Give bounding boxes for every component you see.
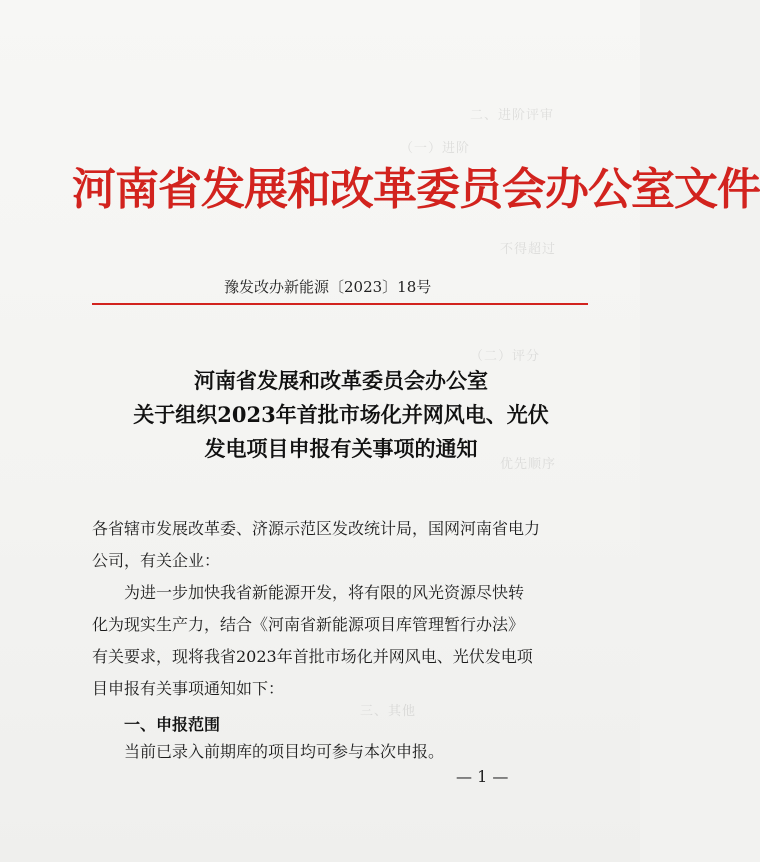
bleed-through-text: （一）进阶 [400, 141, 471, 156]
notice-title-line: 发电项目申报有关事项的通知 [204, 436, 478, 461]
issuer-header-title: 河南省发展和改革委员会办公室文件 [72, 164, 760, 215]
section-heading: 一、申报范围 [124, 715, 221, 734]
addressee-line: 各省辖市发展改革委、济源示范区发改统计局，国网河南省电力 [92, 519, 541, 538]
notice-title-line: 关于组织2023年首批市场化并网风电、光伏 [133, 402, 549, 427]
bleed-through-text: 二、进阶评审 [470, 108, 555, 123]
page-number: — 1 — [456, 767, 509, 786]
section-paragraph-line: 当前已录入前期库的项目均可参与本次申报。 [124, 742, 445, 761]
bleed-through-text: 不得超过 [500, 242, 557, 257]
red-separator-line [92, 303, 588, 305]
body-paragraph-line: 为进一步加快我省新能源开发，将有限的风光资源尽快转 [124, 583, 525, 602]
body-paragraph-line: 化为现实生产力，结合《河南省新能源项目库管理暂行办法》 [92, 615, 525, 634]
bleed-through-text: 优先顺序 [500, 457, 557, 472]
body-paragraph-line: 目申报有关事项通知如下： [92, 679, 285, 698]
bleed-through-text: 三、其他 [360, 704, 417, 719]
addressee-line: 公司，有关企业： [92, 551, 221, 570]
body-paragraph-line: 有关要求，现将我省2023年首批市场化并网风电、光伏发电项 [92, 647, 533, 666]
notice-title [94, 364, 588, 466]
notice-title-line: 河南省发展和改革委员会办公室 [194, 368, 488, 393]
document-number: 豫发改办新能源〔2023〕18号 [224, 278, 432, 296]
bleed-through-text: （二）评分 [470, 349, 541, 364]
